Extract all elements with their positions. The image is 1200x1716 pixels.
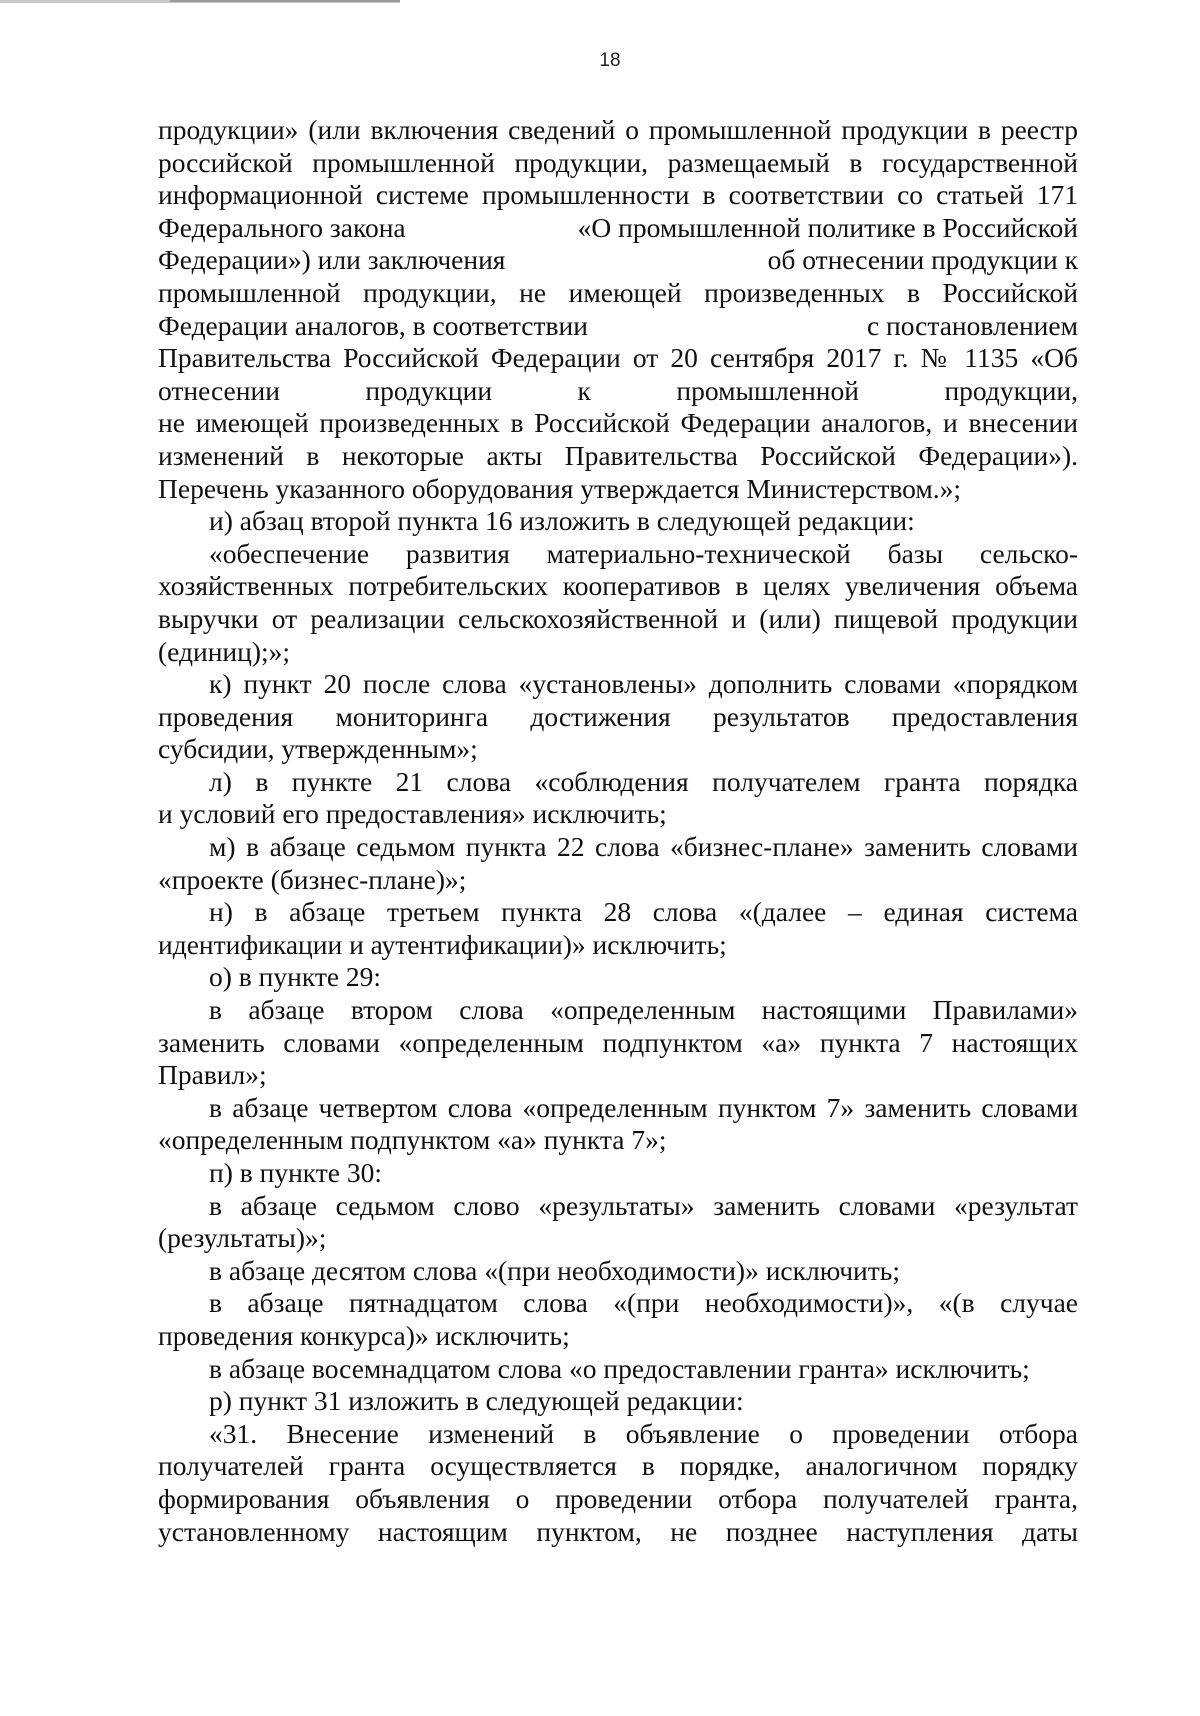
text-line: отнесении продукции к промышленной продукции,: [158, 374, 1078, 406]
text-line: м) в абзаце седьмом пункта 22 слова «бизнес-плане» заменить словами: [209, 831, 1078, 863]
text-line: изменений в некоторые акты Правительства Российской Федерации»).: [158, 439, 1078, 471]
text-line: (результаты)»;: [158, 1222, 327, 1254]
text-line: л) в пункте 21 слова «соблюдения получателем гранта порядка: [209, 765, 1078, 797]
text-line: российской промышленной продукции, размещаемый в государственной: [158, 146, 1078, 178]
text-line: продукции» (или включения сведений о промышленной продукции в реестр: [158, 114, 1078, 145]
text-line: в абзаце пятнадцатом слова «(при необходимости)», «(в случае: [209, 1287, 1078, 1319]
text-line: Перечень указанного оборудования утверждается Министерством.»;: [158, 472, 962, 504]
text-fragment: с постановлением: [866, 309, 1078, 341]
document-body: [158, 114, 1078, 1548]
text-line: не имеющей произведенных в Российской Федерации аналогов, и внесении: [158, 407, 1078, 439]
text-line: в абзаце седьмом слово «результаты» заменить словами «результат: [209, 1189, 1078, 1221]
scan-edge-mark-dark: [170, 0, 400, 2]
text-line: н) в абзаце третьем пункта 28 слова «(далее – единая система: [209, 896, 1078, 928]
text-line: о) в пункте 29:: [209, 961, 382, 993]
text-line: идентификации и аутентификации)» исключить;: [158, 928, 727, 960]
text-line: в абзаце четвертом слова «определенным пунктом 7» заменить словами: [209, 1091, 1078, 1123]
text-line: хозяйственных потребительских кооперативов в целях увеличения объема: [158, 570, 1078, 602]
text-line: в абзаце восемнадцатом слова «о предоставлении гранта» исключить;: [209, 1352, 1030, 1384]
text-fragment: об отнесении продукции к: [767, 244, 1078, 276]
text-fragment: Федерации») или заключения: [158, 244, 506, 276]
text-line: «обеспечение развития материально-технической базы сельско-: [209, 537, 1078, 569]
text-line: [158, 244, 1078, 277]
text-line: проведения конкурса)» исключить;: [158, 1319, 570, 1351]
page-number: 18: [599, 50, 621, 71]
text-line: в абзаце десятом слова «(при необходимости)» исключить;: [209, 1254, 900, 1286]
text-line: Правил»;: [158, 1059, 267, 1091]
text-line: «определенным подпунктом «а» пункта 7»;: [158, 1124, 667, 1156]
text-fragment: «О промышленной политике в Российской: [577, 211, 1078, 243]
text-line: Правительства Российской Федерации от 20 сентября 2017 г. № 1135 «Об: [158, 342, 1078, 374]
text-line: установленному настоящим пунктом, не позднее наступления даты: [158, 1515, 1078, 1547]
text-line: (единиц);»;: [158, 635, 291, 667]
text-line: и) абзац второй пункта 16 изложить в следующей редакции:: [209, 505, 915, 537]
text-line: р) пункт 31 изложить в следующей редакции:: [209, 1385, 744, 1417]
text-fragment: Федерального закона: [158, 211, 406, 243]
text-line: проведения мониторинга достижения результатов предоставления: [158, 700, 1078, 732]
text-line: выручки от реализации сельскохозяйственной и (или) пищевой продукции: [158, 602, 1078, 634]
text-line: промышленной продукции, не имеющей произведенных в Российской: [158, 276, 1078, 308]
text-line: и условий его предоставления» исключить;: [158, 798, 667, 830]
text-line: заменить словами «определенным подпунктом «а» пункта 7 настоящих: [158, 1026, 1078, 1058]
text-line: [158, 212, 1078, 245]
text-line: субсидии, утвержденным»;: [158, 733, 478, 765]
text-line: в абзаце втором слова «определенным настоящими Правилами»: [209, 994, 1078, 1026]
text-line: [158, 310, 1078, 343]
text-line: «31. Внесение изменений в объявление о проведении отбора: [209, 1417, 1078, 1449]
text-fragment: Федерации аналогов, в соответствии: [158, 309, 588, 341]
text-line: формирования объявления о проведении отбора получателей гранта,: [158, 1482, 1078, 1514]
text-line: информационной системе промышленности в соответствии со статьей 171: [158, 179, 1078, 211]
text-line: п) в пункте 30:: [209, 1157, 383, 1188]
text-line: к) пункт 20 после слова «установлены» дополнить словами «порядком: [209, 668, 1078, 700]
text-line: «проекте (бизнес-плане)»;: [158, 863, 467, 895]
text-line: получателей гранта осуществляется в порядке, аналогичном порядку: [158, 1450, 1078, 1482]
